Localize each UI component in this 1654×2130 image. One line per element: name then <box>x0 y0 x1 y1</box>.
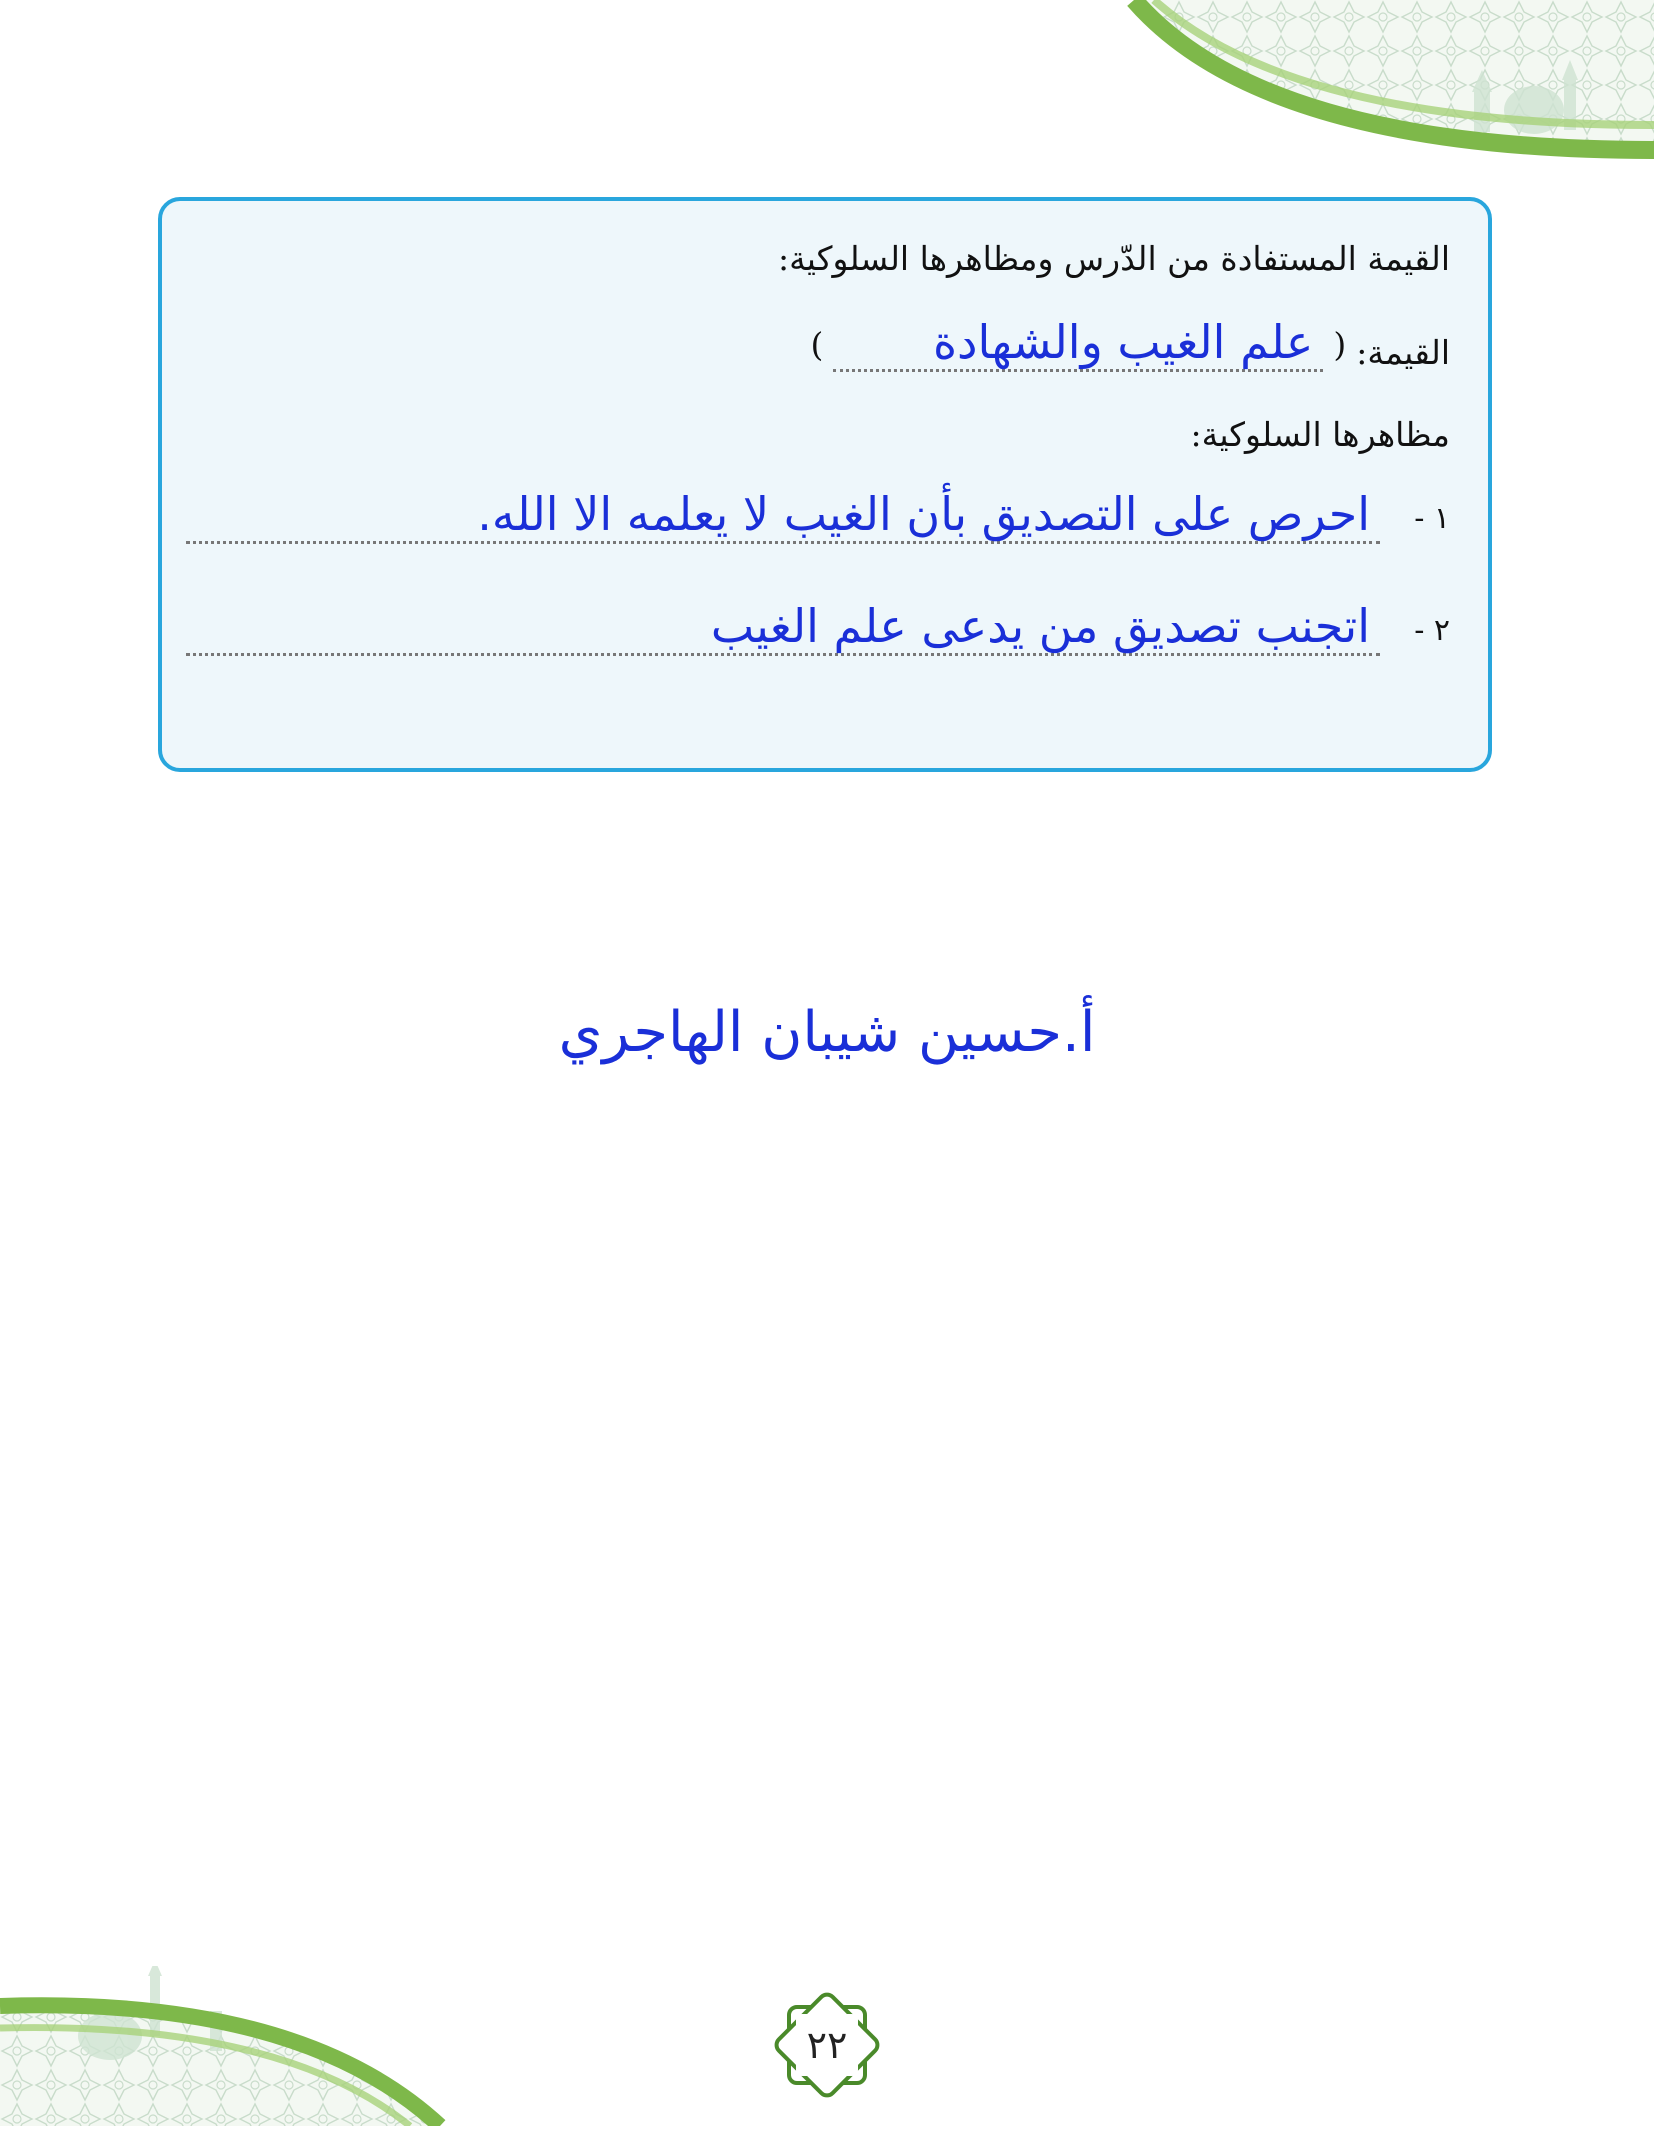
item-number: ١ - <box>1414 501 1450 536</box>
value-label: القيمة: <box>1356 333 1450 372</box>
value-answer-field[interactable] <box>833 315 1323 372</box>
item-answer-field[interactable] <box>186 599 1380 656</box>
item-number: ٢ - <box>1414 613 1450 648</box>
paren-open: ( <box>1333 325 1347 364</box>
item-answer: اتجنب تصديق من يدعى علم الغيب <box>710 599 1370 653</box>
paren-close: ) <box>810 325 824 364</box>
top-corner-decoration-icon <box>1094 0 1654 170</box>
lesson-value-box <box>158 197 1492 772</box>
value-answer: علم الغيب والشهادة <box>932 315 1314 369</box>
value-row <box>810 315 1450 372</box>
item-answer: احرص على التصديق بأن الغيب لا يعلمه الا الله. <box>477 487 1370 541</box>
bottom-corner-decoration-icon <box>0 1966 470 2126</box>
manifestations-label: مظاهرها السلوكية: <box>1190 415 1450 454</box>
manifestation-item <box>186 599 1450 656</box>
manifestation-item <box>186 487 1450 544</box>
author-name: أ.حسين شيبان الهاجري <box>558 1000 1096 1065</box>
page-number-badge <box>772 1990 882 2100</box>
item-answer-field[interactable] <box>186 487 1380 544</box>
page-number: ٢٢ <box>806 2023 848 2067</box>
value-heading: القيمة المستفادة من الدّرس ومظاهرها السلوكية: <box>777 239 1450 278</box>
